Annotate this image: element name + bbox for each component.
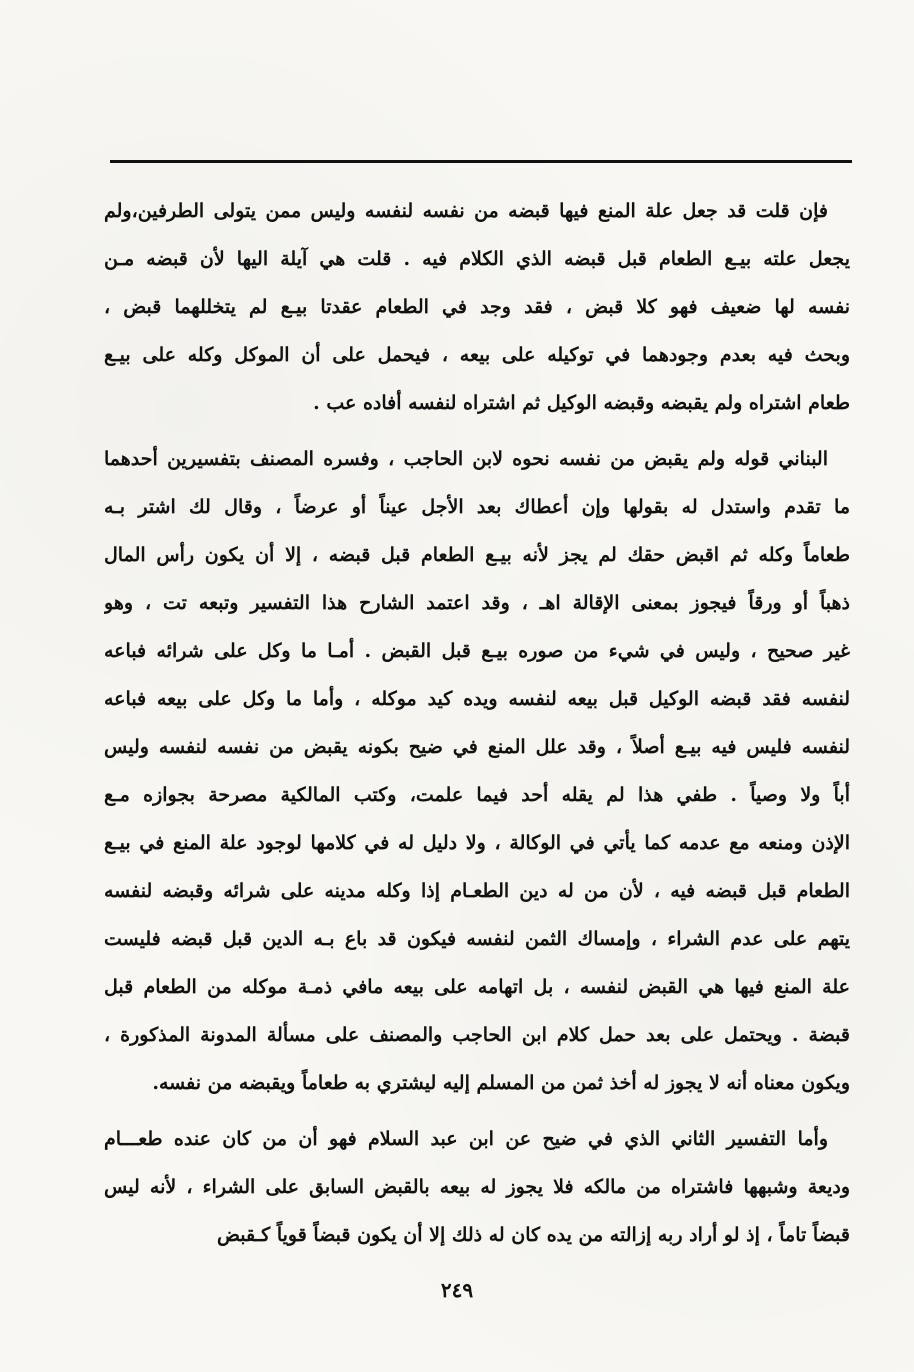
text-line: ويكون معناه أنه لا يجوز له أخذ ثمن من المسلم إليه ليشتري به طعاماً ويقبضه من نفسه. <box>152 1072 850 1094</box>
text-line: ذهباً أو ورقاً فيجوز بمعنى الإقالة اهـ ، وقد اعتمد الشارح هذا التفسير وتبعه تت ، وهو <box>104 592 850 614</box>
text-line: أباً ولا وصياً . طفي هذا لم يقله أحد فيما علمت، وكتب المالكية مصرحة بجوازه مـع <box>104 784 850 806</box>
text-line: يتهم على عدم الشراء ، وإمساك الثمن لنفسه فيكون قد باع بـه الدين قبل قبضه فليست <box>104 928 850 950</box>
text-line: وأما التفسير الثاني الذي في ضيح عن ابن عبد السلام فهو أن من كان عنده طعـــام <box>104 1128 828 1150</box>
text-line: لنفسه فقد قبضه الوكيل قبل بيعه لنفسه ويده كيد موكله ، وأما ما وكل على بيعه فباعه <box>104 688 850 710</box>
text-line: ما تقدم واستدل له بقولها وإن أعطاك بعد الأجل عيناً أو عرضاً ، وقال لك اشتر بـه <box>104 496 850 518</box>
paragraph-2 <box>104 435 850 1107</box>
text-line: الطعام قبل قبضه فيه ، لأن من له دين الطعـام إذا وكله مدينه على شرائه وقبضه لنفسه <box>104 880 850 902</box>
text-line: قبضاً تاماً ، إذ لو أراد ربه إزالته من يده كان له ذلك إلا أن يكون قبضاً قوياً كـقبض <box>216 1224 850 1246</box>
text-line: يجعل علته بيـع الطعام قبل قبضه الذي الكلام فيه . قلت هي آيلة اليها لأن قبضه مـن <box>104 248 850 270</box>
text-line: طعام اشتراه ولم يقبضه وقبضه الوكيل ثم اشتراه لنفسه أفاده عب . <box>313 392 850 414</box>
paragraph-3 <box>104 1115 850 1259</box>
text-line: وبحث فيه بعدم وجودهما في توكيله على بيعه ، فيحمل على أن الموكل وكله على بيـع <box>104 344 850 366</box>
text-line: لنفسه فليس فيه بيـع أصلاً ، وقد علل المنع في ضيح بكونه يقبض من نفسه لنفسه وليس <box>104 736 850 758</box>
body-text <box>104 187 850 1259</box>
text-line: غير صحيح ، وليس في شيء من صوره بيـع قبل القبض . أمـا ما وكل على شرائه فباعه <box>104 640 850 662</box>
text-line: البناني قوله ولم يقبض من نفسه نحوه لابن الحاجب ، وفسره المصنف بتفسيرين أحدهما <box>104 448 828 470</box>
header-rule <box>110 160 852 163</box>
text-line: الإذن ومنعه مع عدمه كما يأتي في الوكالة ، ولا دليل له في كلامها لوجود علة المنع في بيـع <box>104 832 850 854</box>
text-line: نفسه لها ضعيف فهو كلا قبض ، فقد وجد في الطعام عقدتا بيـع لم يتخللهما قبض ، <box>104 296 850 318</box>
text-line: فإن قلت قد جعل علة المنع فيها قبضه من نفسه لنفسه وليس ممن يتولى الطرفين،ولم <box>104 200 828 222</box>
text-line: قبضة . ويحتمل على بعد حمل كلام ابن الحاجب والمصنف على مسألة المدونة المذكورة ، <box>104 1024 850 1046</box>
text-line: وديعة وشبهها فاشتراه من مالكه فلا يجوز له بيعه بالقبض السابق على الشراء ، لأنه ليس <box>104 1176 850 1198</box>
paragraph-1 <box>104 187 850 427</box>
text-line: علة المنع فيها هي القبض لنفسه ، بل اتهامه على بيعه مافي ذمـة موكله من الطعام قبل <box>104 976 850 998</box>
text-line: طعاماً وكله ثم اقبض حقك لم يجز لأنه بيـع الطعام قبل قبضه ، إلا أن يكون رأس المال <box>104 544 850 566</box>
page-number: ٢٤٩ <box>440 1278 474 1302</box>
